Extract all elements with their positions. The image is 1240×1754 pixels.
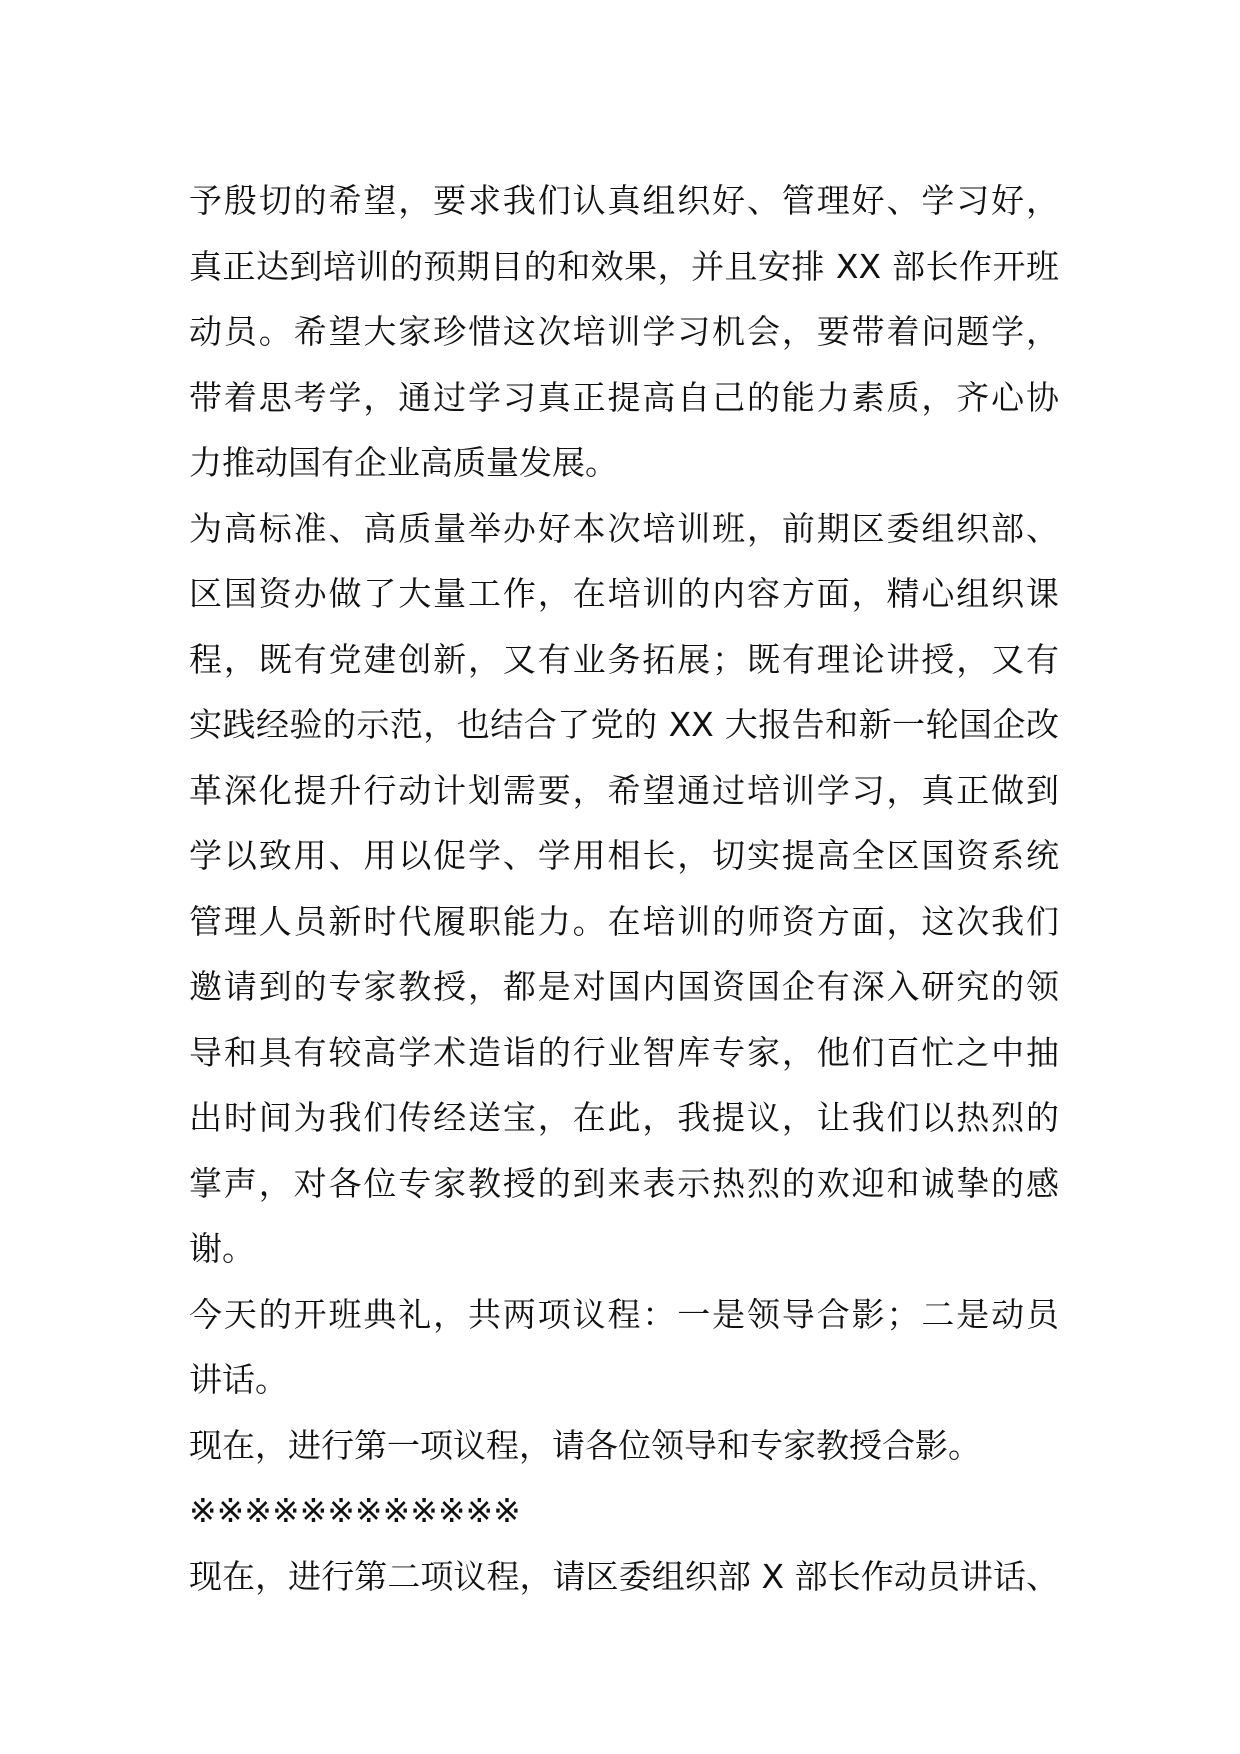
text-line: 讲话。	[189, 1360, 288, 1399]
text-line: 区国资办做了大量工作，在培训的内容方面，精心组织课	[189, 574, 1059, 613]
text-line: 为高标准、高质量举办好本次培训班，前期区委组织部、	[189, 508, 1059, 548]
text-line: 现在，进行第二项议程，请区委组织部 X 部长作动员讲话、	[189, 1556, 1059, 1596]
text-line: ※※※※※※※※※※※※	[189, 1491, 521, 1530]
text-line: 带着思考学，通过学习真正提高自己的能力素质，齐心协	[189, 377, 1059, 417]
text-line: 予殷切的希望，要求我们认真组织好、管理好、学习好，	[189, 181, 1059, 220]
text-line: 真正达到培训的预期目的和效果，并且安排 XX 部长作开班	[189, 246, 1059, 286]
text-line: 程，既有党建创新，又有业务拓展；既有理论讲授，又有	[189, 639, 1059, 679]
text-line: 谢。	[189, 1229, 255, 1268]
text-line: 邀请到的专家教授，都是对国内国资国企有深入研究的领	[189, 967, 1059, 1006]
text-line: 掌声，对各位专家教授的到来表示热烈的欢迎和诚挚的感	[189, 1163, 1059, 1203]
document-body	[189, 168, 1059, 1609]
text-line: 现在，进行第一项议程，请各位领导和专家教授合影。	[189, 1425, 981, 1465]
text-line: 学以致用、用以促学、学用相长，切实提高全区国资系统	[189, 836, 1059, 875]
text-line: 革深化提升行动计划需要，希望通过培训学习，真正做到	[189, 770, 1059, 810]
text-line: 实践经验的示范，也结合了党的 XX 大报告和新一轮国企改	[189, 705, 1059, 744]
text-line: 力推动国有企业高质量发展。	[189, 443, 618, 482]
text-line: 今天的开班典礼，共两项议程：一是领导合影；二是动员	[189, 1294, 1059, 1334]
text-line: 出时间为我们传经送宝，在此，我提议，让我们以热烈的	[189, 1098, 1059, 1137]
text-line: 动员。希望大家珍惜这次培训学习机会，要带着问题学，	[189, 312, 1059, 351]
text-line: 导和具有较高学术造诣的行业智库专家，他们百忙之中抽	[189, 1032, 1059, 1072]
text-line: 管理人员新时代履职能力。在培训的师资方面，这次我们	[189, 901, 1059, 941]
